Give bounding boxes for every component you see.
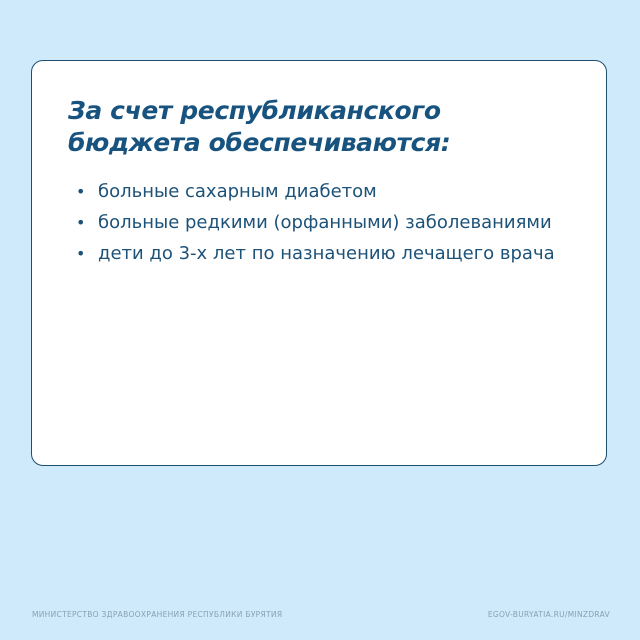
bullet-icon: •: [76, 182, 86, 201]
list-item-text: дети до 3-х лет по назначению лечащего врача: [98, 243, 555, 264]
beneficiary-list: [76, 179, 576, 272]
list-item: [76, 210, 576, 235]
card-heading-line-1: За счет республиканского: [68, 96, 441, 125]
list-item: [76, 179, 576, 204]
list-item-text: больные редкими (орфанными) заболеваниями: [98, 212, 552, 233]
list-item-text: больные сахарным диабетом: [98, 181, 377, 202]
card-heading-line-2: бюджета обеспечиваются:: [68, 128, 451, 157]
bullet-icon: •: [76, 213, 86, 232]
bullet-icon: •: [76, 244, 86, 263]
card-heading: [68, 95, 588, 159]
info-card: [31, 60, 607, 466]
footer-ministry-name: МИНИСТЕРСТВО ЗДРАВООХРАНЕНИЯ РЕСПУБЛИКИ БУРЯТИЯ: [32, 610, 283, 619]
footer-website-link[interactable]: EGOV-BURYATIA.RU/MINZDRAV: [487, 610, 610, 619]
list-item: [76, 241, 576, 266]
